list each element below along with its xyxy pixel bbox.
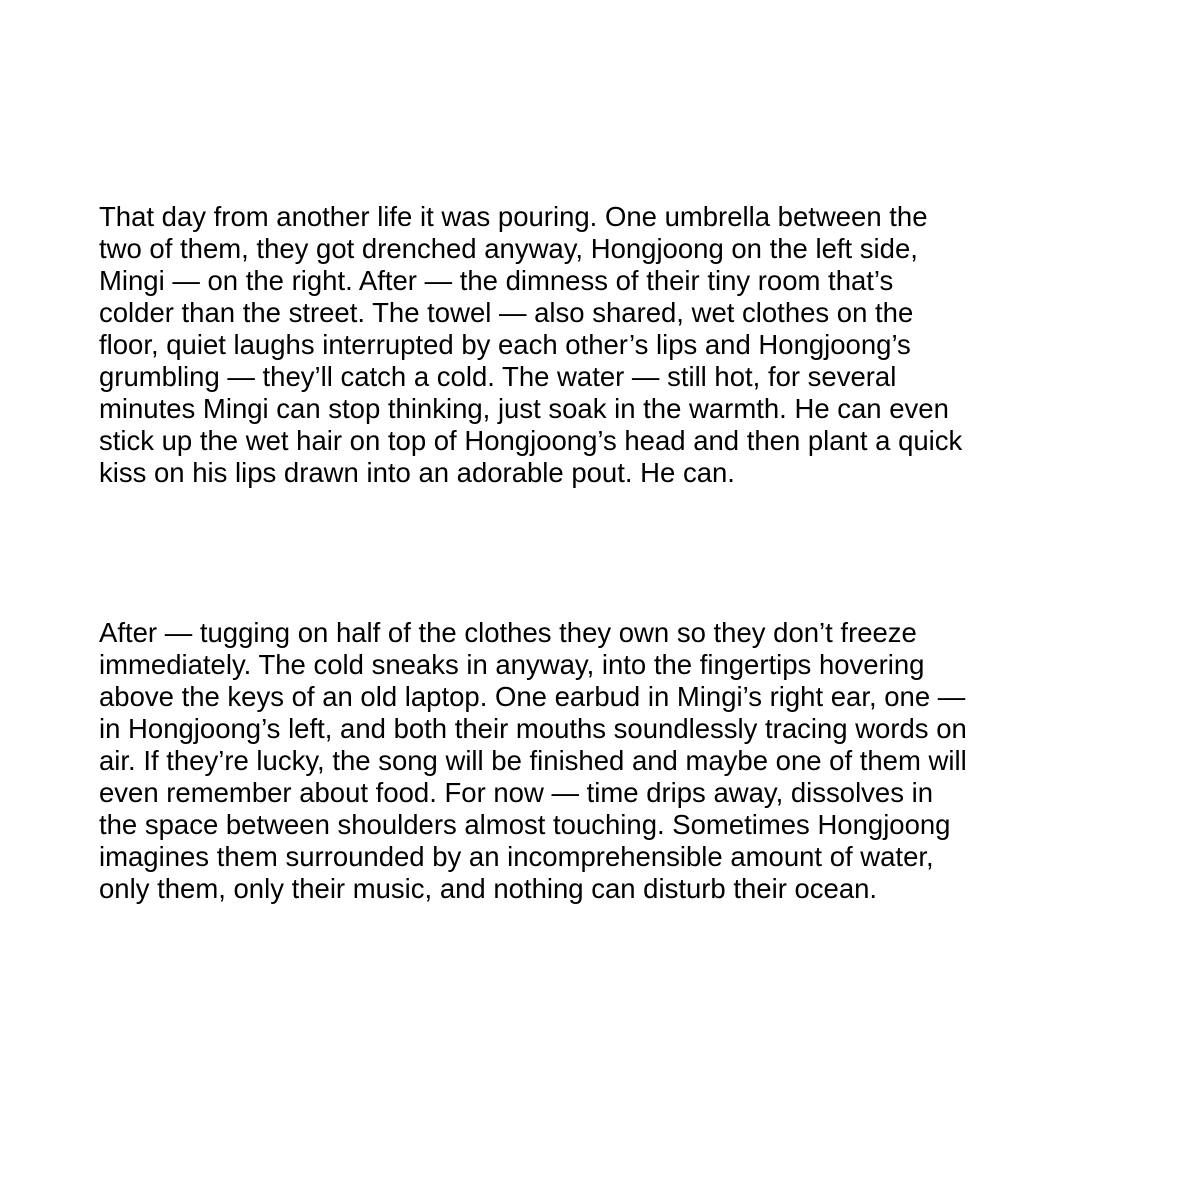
paragraph-2-line-6: even remember about food. For now — time drips away, dissolves in bbox=[99, 777, 934, 808]
paragraph-1-line-1: That day from another life it was pouring. One umbrella between the bbox=[99, 201, 928, 232]
paragraph-2 bbox=[99, 617, 1109, 905]
paragraph-1-line-3: Mingi — on the right. After — the dimness of their tiny room that’s bbox=[99, 265, 894, 296]
paragraph-1 bbox=[99, 201, 1109, 489]
paragraph-1-line-6: grumbling — they’ll catch a cold. The water — still hot, for several bbox=[99, 361, 897, 392]
paragraph-2-line-3: above the keys of an old laptop. One earbud in Mingi’s right ear, one — bbox=[99, 681, 966, 712]
paragraph-1-line-5: floor, quiet laughs interrupted by each other’s lips and Hongjoong’s bbox=[99, 329, 911, 360]
paragraph-2-line-4: in Hongjoong’s left, and both their mouths soundlessly tracing words on bbox=[99, 713, 967, 744]
paragraph-1-line-2: two of them, they got drenched anyway, Hongjoong on the left side, bbox=[99, 233, 918, 264]
paragraph-1-line-7: minutes Mingi can stop thinking, just soak in the warmth. He can even bbox=[99, 393, 949, 424]
paragraph-1-line-9: kiss on his lips drawn into an adorable pout. He can. bbox=[99, 457, 735, 488]
paragraph-2-line-1: After — tugging on half of the clothes they own so they don’t freeze bbox=[99, 617, 917, 648]
paragraph-2-line-8: imagines them surrounded by an incomprehensible amount of water, bbox=[99, 841, 934, 872]
paragraph-2-line-9: only them, only their music, and nothing can disturb their ocean. bbox=[99, 873, 878, 904]
paragraph-2-line-2: immediately. The cold sneaks in anyway, into the fingertips hovering bbox=[99, 649, 925, 680]
paragraph-2-line-5: air. If they’re lucky, the song will be finished and maybe one of them will bbox=[99, 745, 967, 776]
paragraph-2-line-7: the space between shoulders almost touching. Sometimes Hongjoong bbox=[99, 809, 951, 840]
paragraph-1-line-8: stick up the wet hair on top of Hongjoong’s head and then plant a quick bbox=[99, 425, 963, 456]
paragraph-1-line-4: colder than the street. The towel — also shared, wet clothes on the bbox=[99, 297, 914, 328]
